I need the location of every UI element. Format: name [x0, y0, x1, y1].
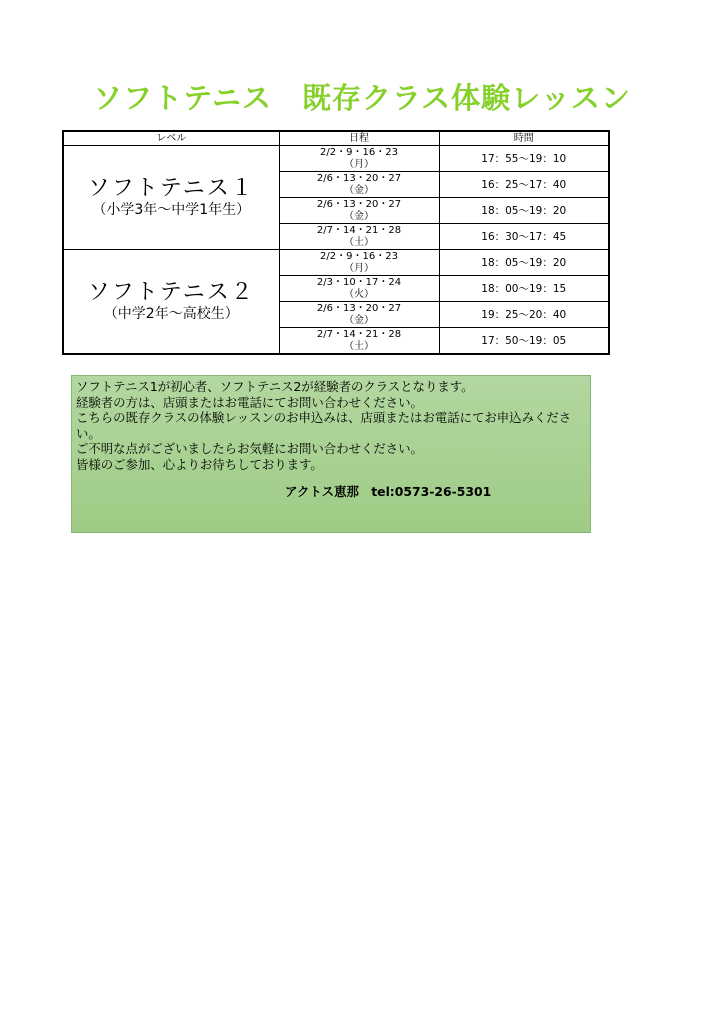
- header-time: 時間: [439, 131, 609, 146]
- header-level: レベル: [63, 131, 279, 146]
- date-cell: [279, 302, 439, 328]
- time-cell: 17：50～19：05: [439, 328, 609, 355]
- dates: 2/2・9・16・23: [320, 250, 398, 262]
- date-cell: [279, 250, 439, 276]
- notice-line: こちらの既存クラスの体験レッスンのお申込みは、店頭またはお電話にてお申込みください。: [76, 410, 572, 441]
- weekday: （月）: [344, 158, 374, 170]
- weekday: （金）: [344, 314, 374, 326]
- time-cell: 16：30～17：45: [439, 224, 609, 250]
- dates: 2/6・13・20・27: [316, 302, 402, 314]
- notice-line: ご不明な点がございましたらお気軽にお問い合わせください。: [76, 441, 423, 456]
- dates: 2/7・14・21・28: [316, 224, 402, 236]
- level-cell: [63, 250, 279, 355]
- contact-info: アクトス恵那 tel:0573-26-5301: [285, 484, 492, 499]
- level-name: ソフトテニス１: [87, 175, 255, 201]
- dates: 2/6・13・20・27: [316, 172, 402, 184]
- time-cell: 16：25～17：40: [439, 172, 609, 198]
- date-cell: [279, 172, 439, 198]
- time-cell: 18：00～19：15: [439, 276, 609, 302]
- notice-line: 皆様のご参加、心よりお待ちしております。: [76, 456, 323, 472]
- level-name: ソフトテニス２: [87, 279, 255, 305]
- date-cell: [279, 328, 439, 355]
- dates: 2/6・13・20・27: [316, 198, 402, 210]
- table-header-row: [63, 131, 609, 146]
- dates: 2/7・14・21・28: [316, 328, 402, 340]
- dates: 2/2・9・16・23: [320, 146, 398, 158]
- date-cell: [279, 224, 439, 250]
- level-sub: （小学3年～中学1年生）: [92, 201, 251, 218]
- date-cell: [279, 146, 439, 172]
- table-row: [63, 146, 609, 172]
- date-cell: [279, 276, 439, 302]
- weekday: （金）: [344, 184, 374, 196]
- schedule-table: [62, 130, 610, 355]
- page-title: ソフトテニス 既存クラス体験レッスン: [93, 81, 631, 115]
- table-row: [63, 250, 609, 276]
- weekday: （月）: [344, 262, 374, 274]
- weekday: （金）: [344, 210, 374, 222]
- notice-line: 経験者の方は、店頭またはお電話にてお問い合わせください。: [76, 394, 423, 410]
- dates: 2/3・10・17・24: [316, 276, 402, 288]
- header-schedule: 日程: [279, 131, 439, 146]
- time-cell: 17：55～19：10: [439, 146, 609, 172]
- time-cell: 19：25～20：40: [439, 302, 609, 328]
- notice-line: ソフトテニス1が初心者、ソフトテニス2が経験者のクラスとなります。: [76, 379, 474, 394]
- weekday: （土）: [344, 340, 374, 352]
- date-cell: [279, 198, 439, 224]
- level-sub: （中学2年～高校生）: [103, 305, 239, 322]
- weekday: （土）: [344, 236, 374, 248]
- notice-box: [71, 375, 591, 533]
- weekday: （火）: [344, 288, 374, 300]
- level-cell: [63, 146, 279, 250]
- time-cell: 18：05～19：20: [439, 250, 609, 276]
- time-cell: 18：05～19：20: [439, 198, 609, 224]
